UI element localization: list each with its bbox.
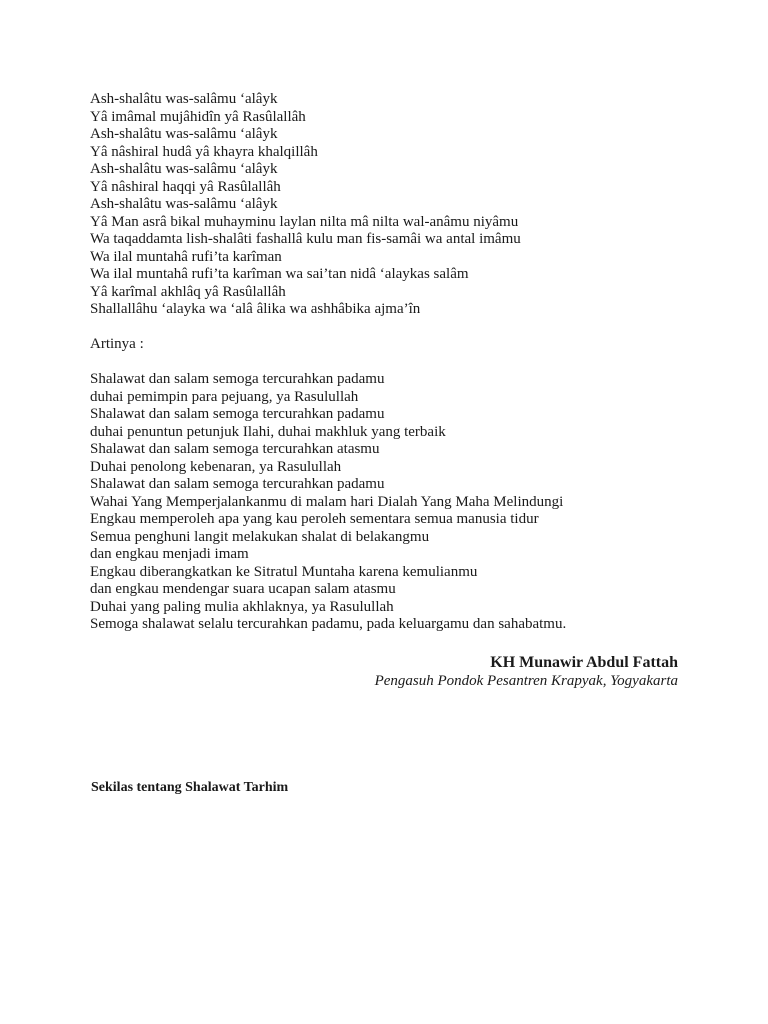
arabic-transliteration-block xyxy=(90,91,690,319)
text-line: Duhai penolong kebenaran, ya Rasulullah xyxy=(90,458,342,475)
text-line: Yâ imâmal mujâhidîn yâ Rasûlallâh xyxy=(90,108,306,125)
signature-role: Pengasuh Pondok Pesantren Krapyak, Yogyakarta xyxy=(374,672,678,689)
document-body xyxy=(90,91,690,690)
text-line: dan engkau menjadi imam xyxy=(90,546,249,562)
text-line: Yâ nâshiral haqqi yâ Rasûlallâh xyxy=(90,178,281,195)
text-line: duhai pemimpin para pejuang, ya Rasulullah xyxy=(90,388,359,405)
text-line: Wa ilal muntahâ rufi’ta karîman wa sai’tan nidâ ‘alaykas salâm xyxy=(90,266,469,282)
text-line: Duhai yang paling mulia akhlaknya, ya Rasulullah xyxy=(90,598,394,615)
text-line: Yâ karîmal akhlâq yâ Rasûlallâh xyxy=(90,283,286,300)
translation-block xyxy=(90,371,690,634)
text-line: Shallallâhu ‘alayka wa ‘alâ âlika wa ashhâbika ajma’în xyxy=(90,301,421,317)
text-line: Ash-shalâtu was-salâmu ‘alâyk xyxy=(90,196,278,212)
text-line: Shalawat dan salam semoga tercurahkan padamu xyxy=(90,476,385,492)
text-line: Shalawat dan salam semoga tercurahkan padamu xyxy=(90,406,385,422)
text-line: Yâ Man asrâ bikal muhayminu laylan nilta mâ nilta wal-anâmu niyâmu xyxy=(90,213,519,230)
text-line: Yâ nâshiral hudâ yâ khayra khalqillâh xyxy=(90,143,318,160)
text-line: Engkau diberangkatkan ke Sitratul Muntaha karena kemulianmu xyxy=(90,563,478,580)
paragraph-gap xyxy=(90,354,690,372)
text-line: Shalawat dan salam semoga tercurahkan atasmu xyxy=(90,441,380,457)
text-line: Ash-shalâtu was-salâmu ‘alâyk xyxy=(90,91,278,107)
text-line: Semua penghuni langit melakukan shalat di belakangmu xyxy=(90,528,430,545)
text-line: Ash-shalâtu was-salâmu ‘alâyk xyxy=(90,126,278,142)
text-line: dan engkau mendengar suara ucapan salam atasmu xyxy=(90,581,396,597)
section-title: Sekilas tentang Shalawat Tarhim xyxy=(91,780,289,795)
text-line: Shalawat dan salam semoga tercurahkan padamu xyxy=(90,371,385,387)
text-line: Wahai Yang Memperjalankanmu di malam hari Dialah Yang Maha Melindungi xyxy=(90,493,564,510)
text-line: Semoga shalawat selalu tercurahkan padamu, pada keluargamu dan sahabatmu. xyxy=(90,616,567,632)
text-line: Wa ilal muntahâ rufi’ta karîman xyxy=(90,248,282,265)
text-line: duhai penuntun petunjuk Ilahi, duhai makhluk yang terbaik xyxy=(90,423,446,440)
signature-block xyxy=(90,653,678,690)
paragraph-gap xyxy=(90,319,690,337)
text-line: Engkau memperoleh apa yang kau peroleh sementara semua manusia tidur xyxy=(90,511,539,527)
text-line: Ash-shalâtu was-salâmu ‘alâyk xyxy=(90,161,278,177)
signature-name: KH Munawir Abdul Fattah xyxy=(490,653,678,671)
translation-heading: Artinya : xyxy=(90,336,144,352)
text-line: Wa taqaddamta lish-shalâti fashallâ kulu man fis-samâi wa antal imâmu xyxy=(90,231,521,247)
